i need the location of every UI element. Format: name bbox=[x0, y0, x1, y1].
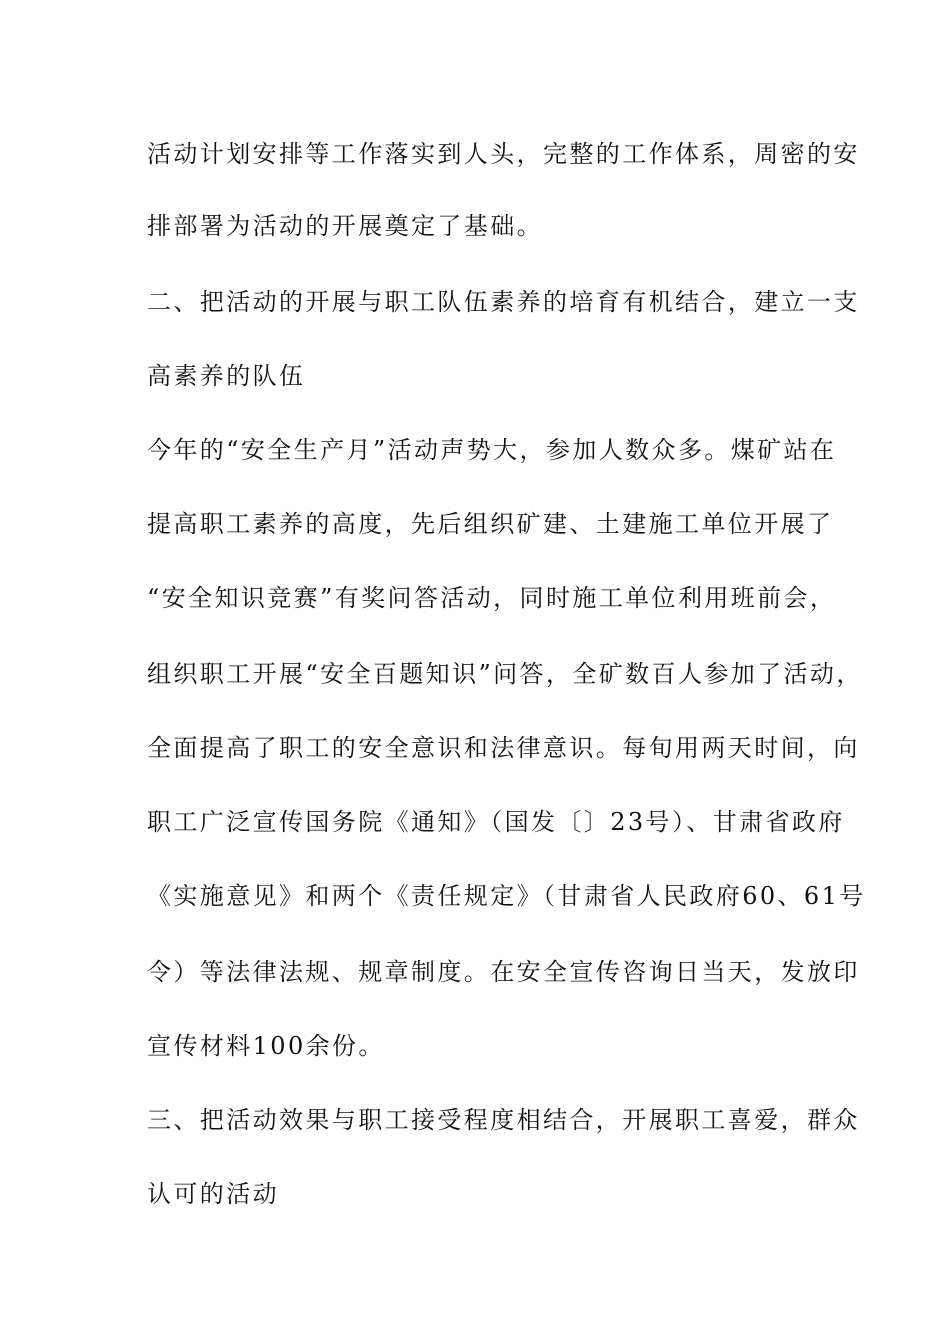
paragraph-line: 排部署为活动的开展奠定了基础。 bbox=[147, 212, 543, 240]
paragraph-line: 职工广泛宣传国务院《通知》（国发〔〕23号）、甘肃省政府 bbox=[147, 808, 845, 836]
paragraph-line: 活动计划安排等工作落实到人头，完整的工作体系，周密的安 bbox=[147, 140, 860, 168]
paragraph-line: 全面提高了职工的安全意识和法律意识。每旬用两天时间，向 bbox=[147, 734, 860, 762]
section-heading-line: 高素养的队伍 bbox=[147, 362, 306, 390]
section-heading-line: 二、把活动的开展与职工队伍素养的培育有机结合，建立一支 bbox=[147, 288, 860, 316]
paragraph-line: “安全知识竞赛”有奖问答活动，同时施工单位利用班前会， bbox=[147, 584, 837, 612]
paragraph-line: 《实施意见》和两个《责任规定》（甘肃省人民政府60、61号 bbox=[147, 882, 866, 910]
paragraph-line: 今年的“安全生产月”活动声势大，参加人数众多。煤矿站在 bbox=[147, 436, 837, 464]
paragraph-line: 提高职工素养的高度，先后组织矿建、土建施工单位开展了 bbox=[147, 510, 834, 538]
paragraph-line: 宣传材料100余份。 bbox=[147, 1032, 385, 1060]
paragraph-line: 令）等法律法规、规章制度。在安全宣传咨询日当天，发放印 bbox=[147, 958, 860, 986]
paragraph-line: 组织职工开展“安全百题知识”问答，全矿数百人参加了活动， bbox=[147, 660, 863, 688]
section-heading-line: 三、把活动效果与职工接受程度相结合，开展职工喜爱，群众 bbox=[147, 1106, 860, 1134]
section-heading-line: 认可的活动 bbox=[147, 1180, 279, 1208]
